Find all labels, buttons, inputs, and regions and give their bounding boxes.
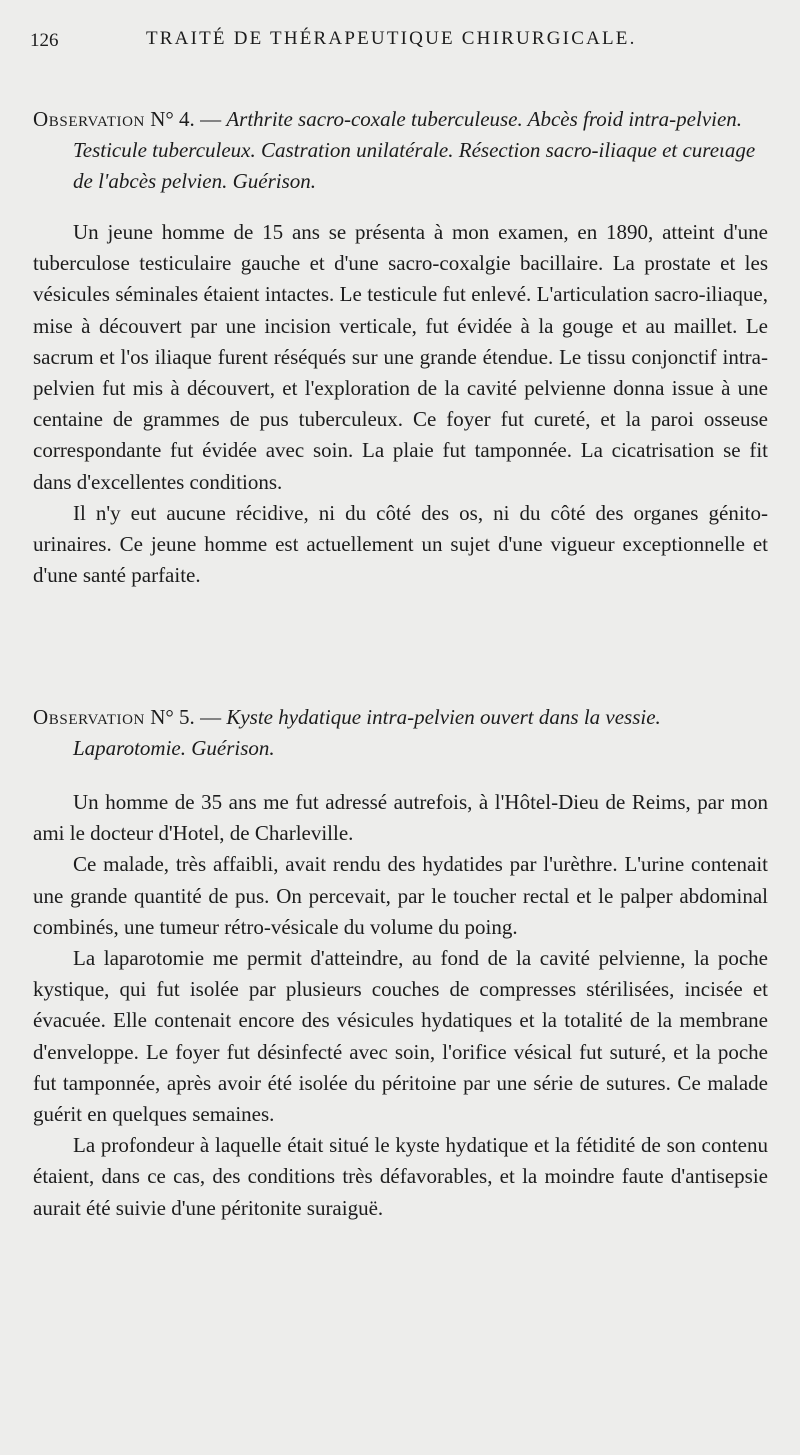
observation-number: N° 5. [150,705,195,729]
paragraph: Un homme de 35 ans me fut adressé autrefois, à l'Hôtel-Dieu de Reims, par mon ami le docteur d'Hotel, de Charleville. [33,790,768,846]
observation-4-heading-block [33,104,768,197]
observation-number: N° 4. [150,107,195,131]
observation-heading [33,104,768,197]
paragraph: La laparotomie me permit d'atteindre, au fond de la cavité pelvienne, la poche kystique, qui fut isolée par plusieurs couches de compresses stérilisées, incisée et évacuée. Elle contenait encore des vésicules hydatiques et la totalité de la membrane d'enveloppe. Le foyer fut désinfecté avec soin, l'orifice vésical fut suturé, et la poche fut tamponnée, après avoir été isolée du péritoine par une série de sutures. Ce malade guérit en quelques semaines. [33,946,768,1127]
page-header [30,28,770,58]
paragraph: Un jeune homme de 15 ans se présenta à mon examen, en 1890, atteint d'une tuberculose testiculaire gauche et d'une sacro-coxalgie bacillaire. La prostate et les vésicules séminales étaient intactes. Le testicule fut enlevé. L'articulation sacro-iliaque, mise à découvert par une incision verticale, fut évidée à la gouge et au maillet. Le sacrum et l'os iliaque furent réséqués sur une grande étendue. Le tissu conjonctif intra-pelvien fut mis à découvert, et l'exploration de la cavité pelvienne donna issue à une centaine de grammes de pus tuberculeux. Ce foyer fut cureté, et la paroi osseuse correspondante fut évidée avec soin. La plaie fut tamponnée. La cicatrisation se fit dans d'excellentes conditions. [33,220,768,494]
observation-title: Kyste hydatique intra-pelvien ouvert dans la vessie. Laparotomie. Guérison. [73,705,661,760]
observation-heading [33,702,768,764]
observation-5-body [33,787,768,1224]
observation-5-heading-block [33,702,768,764]
page-number: 126 [30,30,59,51]
running-title: TRAITÉ DE THÉRAPEUTIQUE CHIRURGICALE. [146,28,637,49]
observation-dash: — [200,705,222,729]
observation-label: Observation [33,107,145,131]
paragraph: La profondeur à laquelle était situé le kyste hydatique et la fétidité de son contenu étaient, dans ce cas, des conditions très défavorables, et la moindre faute d'antisepsie aurait été suivie d'une péritonite suraiguë. [33,1133,768,1220]
paragraph: Ce malade, très affaibli, avait rendu des hydatides par l'urèthre. L'urine contenait une grande quantité de pus. On percevait, par le toucher rectal et le palper abdominal combinés, une tumeur rétro-vésicale du volume du poing. [33,852,768,939]
observation-title: Arthrite sacro-coxale tuberculeuse. Abcès froid intra-pelvien. Testicule tuberculeux. Castration unilatérale. Résection sacro-iliaque et cureιage de l'abcès pelvien. Guérison. [73,107,756,193]
observation-4-body [33,217,768,591]
observation-label: Observation [33,705,145,729]
observation-dash: — [200,107,222,131]
paragraph: Il n'y eut aucune récidive, ni du côté des os, ni du côté des organes génito-urinaires. Ce jeune homme est actuellement un sujet d'une vigueur exceptionnelle et d'une santé parfaite. [33,500,768,588]
